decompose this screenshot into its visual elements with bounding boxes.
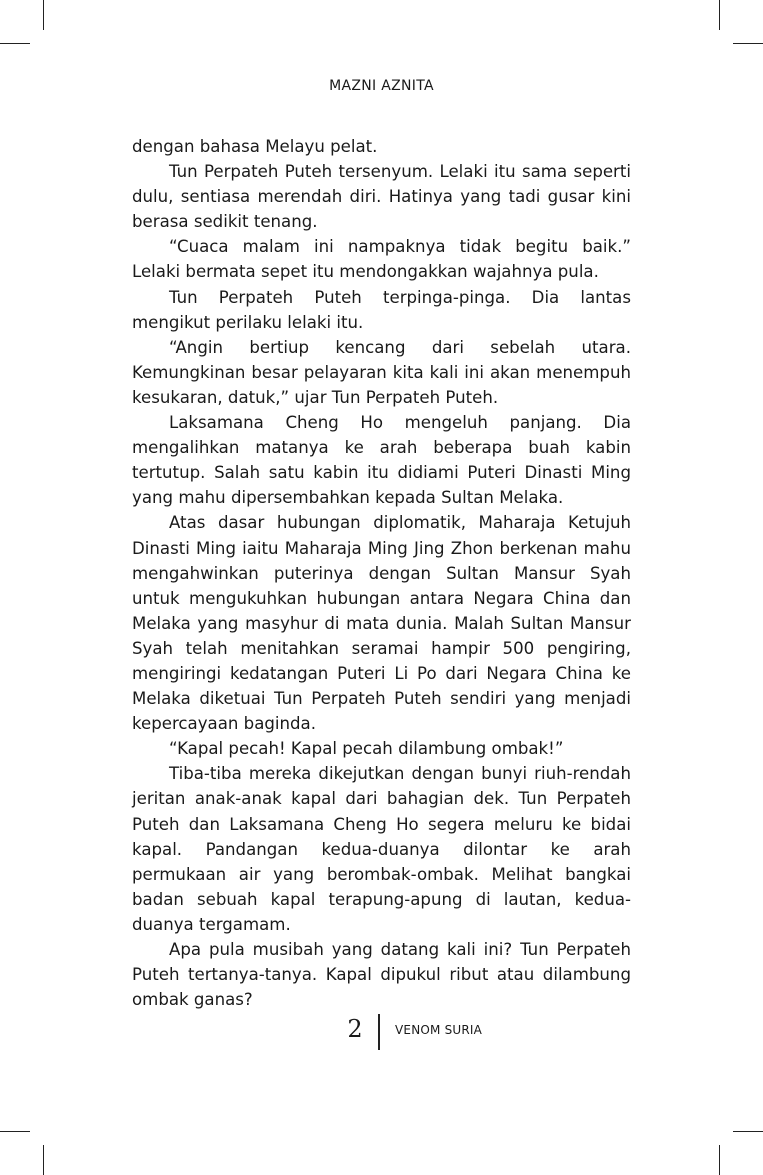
running-foot-book-title: VENOM SURIA [395, 1023, 483, 1037]
running-head-author: MAZNI AZNITA [329, 78, 434, 94]
crop-mark-top-left-horizontal [0, 43, 30, 44]
crop-mark-bottom-left-vertical [43, 1145, 44, 1175]
crop-mark-top-right-horizontal [733, 43, 763, 44]
crop-mark-bottom-right-vertical [719, 1145, 720, 1175]
crop-mark-top-left-vertical [43, 0, 44, 30]
paragraph: Tun Perpateh Puteh tersenyum. Lelaki itu sama seperti dulu, sentiasa merendah diri. Hatinya yang tadi gusar kini berasa sedikit tenang. [132, 162, 631, 232]
crop-mark-bottom-right-horizontal [733, 1131, 763, 1132]
paragraph: dengan bahasa Melayu pelat. [132, 137, 378, 156]
crop-mark-top-right-vertical [719, 0, 720, 30]
crop-mark-bottom-left-horizontal [0, 1131, 30, 1132]
paragraph: Tun Perpateh Puteh terpinga-pinga. Dia lantas mengikut perilaku lelaki itu. [132, 287, 631, 332]
page-number: 2 [347, 1015, 363, 1043]
paragraph: Laksamana Cheng Ho mengeluh panjang. Dia mengalihkan matanya ke arah beberapa buah kabin tertutup. Salah satu kabin itu didiami Puteri Dinasti Ming yang mahu dipersembahkan kepada Sultan Melaka. [132, 413, 631, 508]
paragraph: Tiba-tiba mereka dikejutkan dengan bunyi riuh-rendah jeritan anak-anak kapal dari bahagian dek. Tun Perpateh Puteh dan Laksamana Cheng Ho segera meluru ke bidai kapal. Pandangan kedua-duanya dilontar ke arah permukaan air yang berombak-ombak. Melihat bangkai badan sebuah kapal terapung-apung di lautan, kedua-duanya tergamam. [132, 764, 631, 934]
paragraph: “Kapal pecah! Kapal pecah dilambung ombak!” [169, 739, 564, 759]
paragraph: “Angin bertiup kencang dari sebelah utara. Kemungkinan besar pelayaran kita kali ini akan menempuh kesukaran, datuk,” ujar Tun Perpateh Puteh. [132, 337, 631, 407]
body-text [132, 134, 631, 1012]
footer-divider [378, 1014, 380, 1050]
page-footer [0, 1014, 763, 1050]
paragraph: Atas dasar hubungan diplomatik, Maharaja Ketujuh Dinasti Ming iaitu Maharaja Ming Jing Zhon berkenan mahu mengahwinkan puterinya dengan Sultan Mansur Syah untuk mengukuhkan hubungan antara Negara China dan Melaka yang masyhur di mata dunia. Malah Sultan Mansur Syah telah menitahkan seramai hampir 500 pengiring, mengiringi kedatangan Puteri Li Po dari Negara China ke Melaka diketuai Tun Perpateh Puteh sendiri yang menjadi kepercayaan baginda. [132, 513, 631, 734]
paragraph: “Cuaca malam ini nampaknya tidak begitu baik.” Lelaki bermata sepet itu mendongakkan wajahnya pula. [132, 237, 631, 282]
paragraph: Apa pula musibah yang datang kali ini? Tun Perpateh Puteh tertanya-tanya. Kapal dipukul ribut atau dilambung ombak ganas? [132, 940, 631, 1010]
